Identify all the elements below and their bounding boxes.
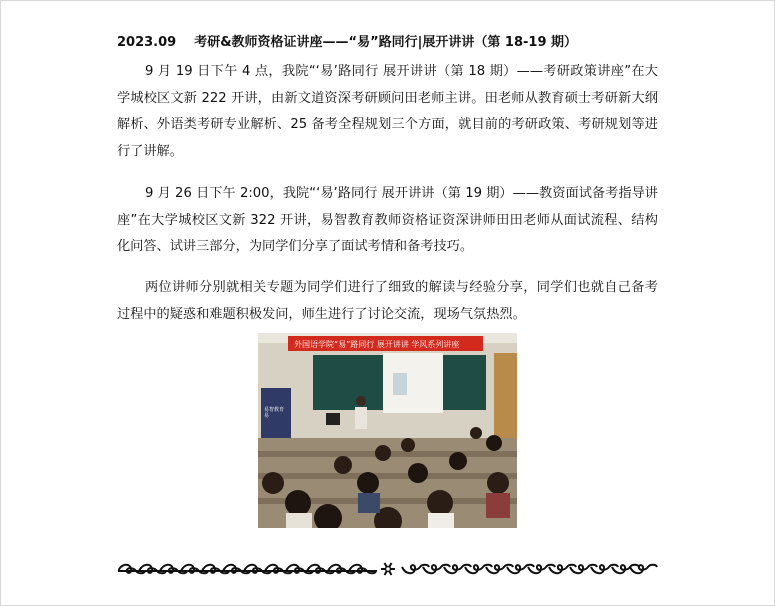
photo-standee: 易智教育 易 xyxy=(264,407,285,419)
paragraph-lecture-19: 9 月 26 日下午 2:00，我院“‘易’路同行 展开讲讲（第 19 期）——教资面试备考指导讲座”在大学城校区文新 322 开讲，易智教育教师资格证资深讲师田田老师从面试流程、结构化问答、试讲三部分，为同学们分享了面试考情和备考技巧。 xyxy=(117,186,658,254)
article-heading xyxy=(117,31,577,50)
heading-title: 考研&教师资格证讲座——“易”路同行|展开讲讲（第 18-19 期） xyxy=(194,35,578,50)
classroom-scene xyxy=(258,333,517,528)
paragraph-summary: 两位讲师分别就相关专题为同学们进行了细致的解读与经验分享，同学们也就自己备考过程中的疑惑和难题积极发问，师生进行了讨论交流，现场气氛热烈。 xyxy=(117,280,658,322)
lecture-photo xyxy=(258,333,517,528)
heading-date: 2023.09 xyxy=(117,35,177,50)
paragraph-lecture-18: 9 月 19 日下午 4 点，我院“‘易’路同行 展开讲讲（第 18 期）——考研政策讲座”在大学城校区文新 222 开讲，由新文道资深考研顾问田老师主讲。田老师从教育硕士考研新大纲解析、外语类考研专业解析、25 备考全程规划三个方面，就目前的考研政策、考研规划等进行了讲解。 xyxy=(117,64,658,159)
snowflake-icon xyxy=(381,563,395,575)
decorative-divider xyxy=(118,560,658,578)
right-scroll-ornament xyxy=(402,565,657,574)
left-scroll-ornament xyxy=(118,565,376,574)
photo-banner: 外国语学院“易”路同行 展开讲讲 学风系列讲座 xyxy=(294,340,460,349)
